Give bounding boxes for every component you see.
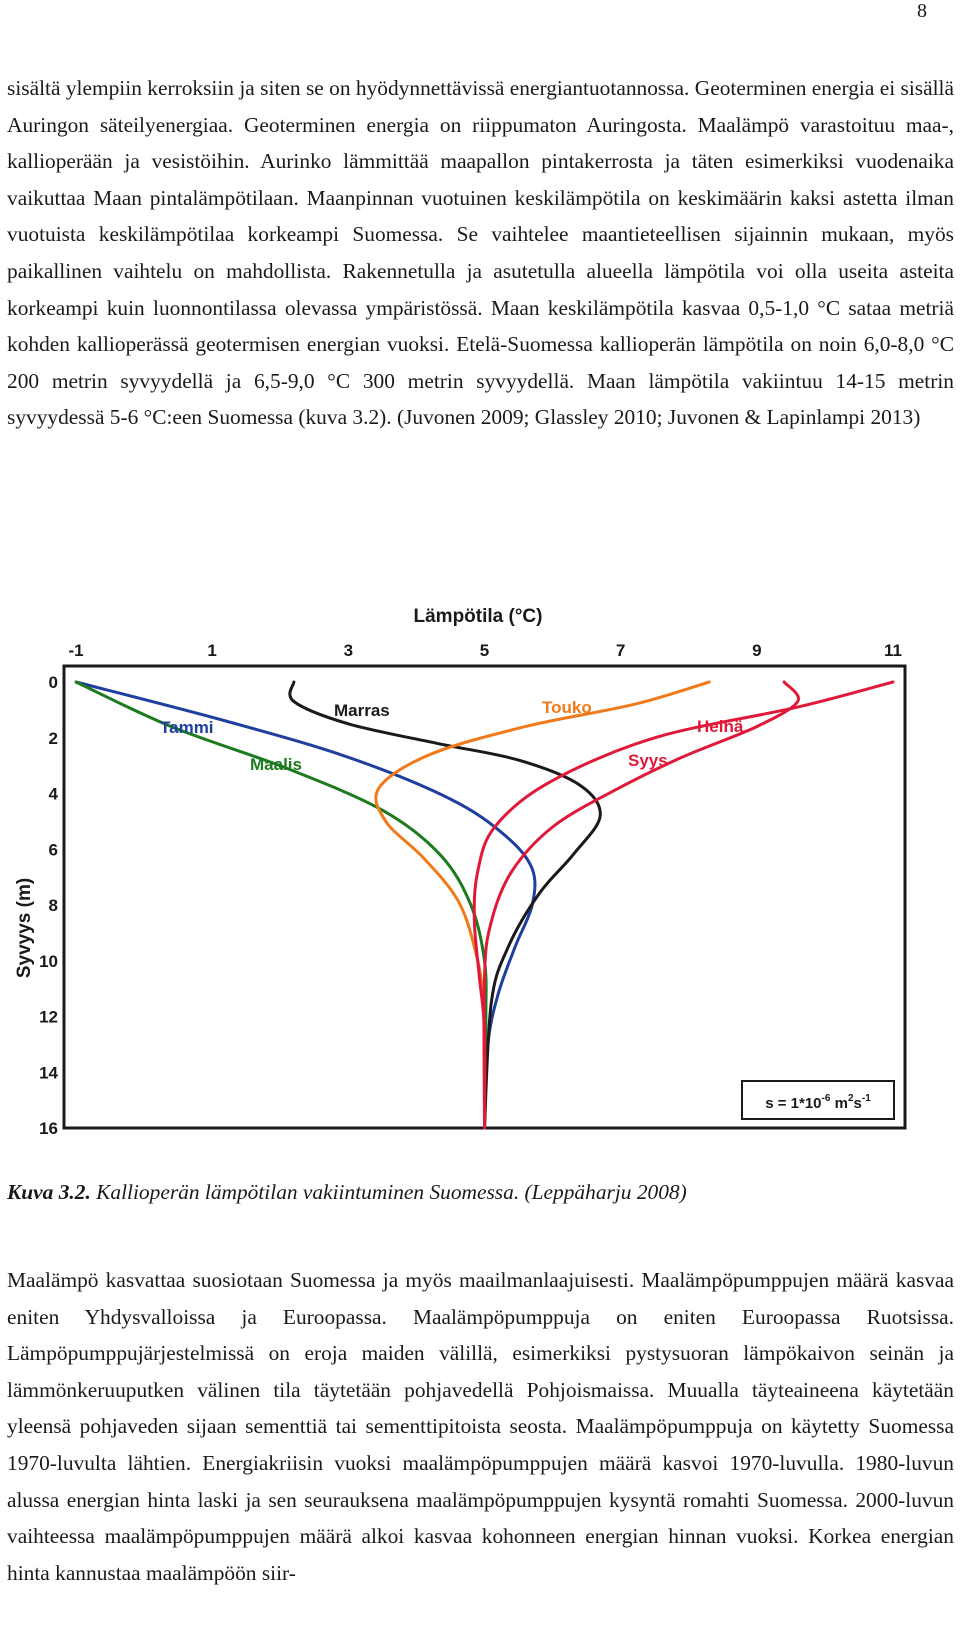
series-line-touko <box>376 682 709 1128</box>
x-tick-label-6: 11 <box>884 641 902 660</box>
caption-label: Kuva 3.2. <box>7 1180 91 1204</box>
series-label-syys: Syys <box>628 751 668 770</box>
figure-caption <box>7 1180 687 1205</box>
x-tick-label-5: 9 <box>752 641 762 660</box>
series-label-heina: Heinä <box>697 717 744 736</box>
annotation-exp2: 2 <box>847 1093 854 1104</box>
page-number: 8 <box>917 0 927 22</box>
y-axis-label: Syvyys (m) <box>14 877 35 979</box>
series-label-maalis: Maalis <box>250 755 302 774</box>
x-tick-label-4: 7 <box>615 641 626 660</box>
y-tick-label-2: 4 <box>48 784 58 804</box>
body-paragraph-1: sisältä ylempiin kerroksiin ja siten se on hyödynnettävissä energiantuotannossa. Geoterminen energia ei sisällä Auringon säteilyenergiaa. Geoterminen energia on riippumaton Auringosta. Maalämpö varastoituu maa-, kallioperään ja vesistöihin. Aurinko lämmittää maapallon pintakerrosta ja täten esimerkiksi vuodenaika vaikuttaa Maan pintalämpötilaan. Maanpinnan vuotuinen keskilämpötila on keskimäärin kaksi astetta ilman vuotuista keskilämpötilaa korkeampi Suomessa. Se vaihtelee maantieteellisen sijainnin mukaan, myös paikallinen vaihtelu on mahdollista. Rakennetulla ja asutetulla alueella lämpötila voi olla useita asteita korkeampi kuin luonnontilassa olevassa ympäristössä. Maan keskilämpötila kasvaa 0,5-1,0 °C sataa metriä kohden kallioperässä geotermisen energian vuoksi. Etelä-Suomessa kallioperän lämpötila on noin 6,0-8,0 °C 200 metrin syvyydellä ja 6,5-9,0 °C 300 metrin syvyydellä. Maan lämpötila vakiintuu 14-15 metrin syvyydessä 5-6 °C:een Suomessa (kuva 3.2). (Juvonen 2009; Glassley 2010; Juvonen & Lapinlampi 2013) <box>7 76 954 430</box>
annotation-end: s <box>853 1095 862 1112</box>
y-tick-label-0: 0 <box>48 673 58 692</box>
x-tick-label-3: 5 <box>479 641 490 660</box>
y-tick-label-6: 12 <box>39 1007 58 1027</box>
y-tick-label-1: 2 <box>48 728 58 748</box>
y-tick-label-8: 16 <box>39 1119 58 1138</box>
y-tick-label-3: 6 <box>48 840 58 860</box>
series-label-tammi: Tammi <box>160 718 214 737</box>
series-line-heina <box>474 682 893 1128</box>
chart-title: Lämpötila (°C) <box>413 606 543 627</box>
series-label-marras: Marras <box>334 701 390 720</box>
annotation-main: s = 1*10 <box>765 1095 822 1112</box>
x-tick-label-1: 1 <box>207 641 217 660</box>
series-label-touko: Touko <box>542 698 592 717</box>
temperature-depth-chart <box>0 598 960 1178</box>
diffusivity-annotation <box>765 1093 871 1112</box>
caption-text: Kallioperän lämpötilan vakiintuminen Suomessa. (Leppäharju 2008) <box>90 1180 687 1204</box>
y-tick-label-4: 8 <box>48 896 58 915</box>
diffusivity-box <box>742 1081 894 1119</box>
body-paragraph-2: Maalämpö kasvattaa suosiotaan Suomessa ja myös maailmanlaajuisesti. Maalämpöpumppujen määrä kasvaa eniten Yhdysvalloissa ja Euroopassa. Maalämpöpumppuja on eniten Euroopassa Ruotsissa. Lämpöpumppujärjestelmissä on eroja maiden välillä, esimerkiksi pystysuoran lämpökaivon seinän ja lämmönkeruuputken välinen tila täytetään pohjavedellä Pohjoismaissa. Muualla täyteaineena käytetään yleensä pohjaveden sijaan sementtiä tai sementtipitoista seosta. Maalämpöpumppuja on käytetty Suomessa 1970-luvulta lähtien. Energiakriisin vuoksi maalämpöpumppujen määrä kasvoi 1970-luvulla. 1980-luvun alussa energian hinta laski ja sen seurauksena maalämpöpumppujen kysyntä romahti Suomessa. 2000-luvun vaihteessa maalämpöpumppujen määrä alkoi kasvaa kohonneen energian hinnan vuoksi. Korkea energian hinta kannustaa maalämpöön siir- <box>7 1268 954 1585</box>
annotation-exp1: -6 <box>821 1093 831 1104</box>
figure-temperature-depth <box>0 598 960 1178</box>
series-lines <box>76 682 893 1128</box>
annotation-exp3: -1 <box>861 1093 871 1104</box>
x-tick-label-0: -1 <box>68 641 84 660</box>
x-tick-label-2: 3 <box>343 641 354 660</box>
series-line-maalis <box>76 682 486 1128</box>
y-tick-label-5: 10 <box>39 951 58 971</box>
y-tick-labels <box>39 673 58 1138</box>
x-tick-labels <box>68 641 902 660</box>
annotation-mid: m <box>830 1095 848 1112</box>
y-tick-label-7: 14 <box>39 1063 58 1083</box>
